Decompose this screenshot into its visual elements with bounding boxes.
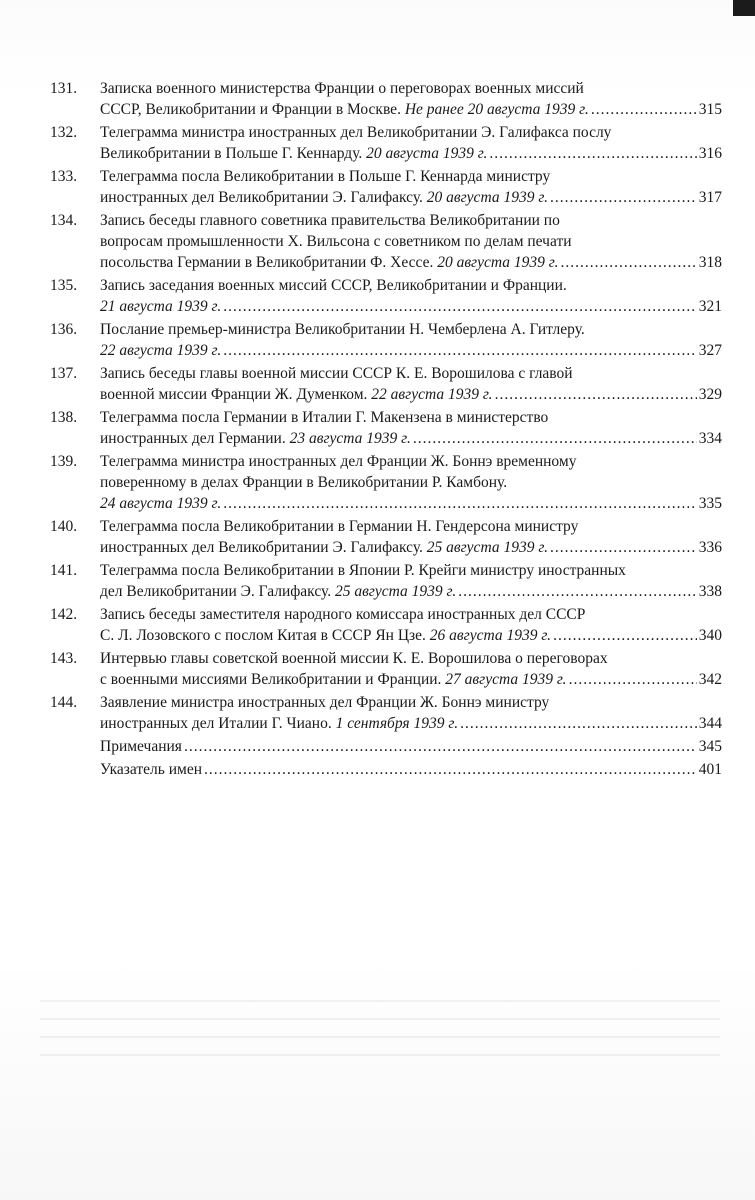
entry-title-line: Телеграмма посла Великобритании в Польше Г. Кеннарда министру [100,168,551,185]
bleed-through-text [40,1000,720,1070]
dot-leader [204,759,697,780]
entry-body [100,648,722,690]
entry-number: 139. [50,453,78,470]
entry-title-tail: С. Л. Лозовского с послом Китая в СССР Ян Цзе. [100,627,426,644]
dot-leader [458,581,697,602]
entry-body [100,407,722,449]
entry-date: 1 сентября 1939 г. [335,715,459,732]
entry-last-line [100,187,722,208]
toc-entry[interactable] [50,451,722,514]
entry-body [100,122,722,164]
toc-entry[interactable] [50,516,722,558]
entry-title-end [100,296,221,317]
entry-title-end [100,713,458,734]
page-number: 335 [698,495,722,512]
entry-title-end [100,428,411,449]
dot-leader [550,537,697,558]
page-number: 342 [698,671,722,688]
entry-last-line [100,759,722,780]
dot-leader [413,428,697,449]
entry-last-line [100,493,722,514]
toc-entry[interactable] [50,166,722,208]
entry-number: 140. [50,518,78,535]
entry-title-line: Интервью главы советской военной миссии К. Е. Ворошилова о переговорах [100,650,608,667]
toc-entry[interactable] [50,78,722,120]
entry-title-line: Записка военного министерства Франции о переговорах военных миссий [100,80,584,97]
entry-title-tail: с военными миссиями Великобритании и Франции. [100,671,442,688]
entry-body [100,516,722,558]
entry-last-line [100,296,722,317]
entry-title-tail: иностранных дел Италии Г. Чиано. [100,715,332,732]
entry-date: 23 августа 1939 г. [289,430,411,447]
entry-date: 22 августа 1939 г. [371,386,493,403]
entry-number: 138. [50,409,78,426]
entry-last-line [100,428,722,449]
dot-leader [460,713,697,734]
toc-entry[interactable] [50,604,722,646]
table-of-contents [50,78,722,782]
entry-last-line [100,143,722,164]
entry-number: 135. [50,277,78,294]
entry-number: 137. [50,365,78,382]
toc-entry[interactable] [50,692,722,734]
page-number: 345 [698,738,722,755]
entry-title-end [100,625,551,646]
entry-number: 133. [50,168,78,185]
dot-leader [489,143,696,164]
entry-title-line: Запись беседы заместителя народного комиссара иностранных дел СССР [100,606,586,623]
entry-title-line: вопросам промышленности Х. Вильсона с советником по делам печати [100,233,572,250]
entry-title-line: Телеграмма посла Великобритании в Японии Р. Крейги министру иностранных [100,562,626,579]
toc-entry[interactable] [50,210,722,273]
entry-title-end [100,384,493,405]
toc-entry[interactable] [50,407,722,449]
dot-leader [591,99,697,120]
entry-title-end [100,252,558,273]
extra-label: Примечания [100,738,182,755]
scan-edge-mark [733,0,755,16]
entry-body [100,736,722,757]
page-number: 334 [698,430,722,447]
entry-body [100,759,722,780]
entry-last-line [100,252,722,273]
toc-entry-extra[interactable] [50,736,722,757]
entry-date: 25 августа 1939 г. [334,583,457,600]
entry-date: 26 августа 1939 г. [429,627,552,644]
entry-title-tail: иностранных дел Великобритании Э. Галифаксу. [100,189,423,206]
entry-number: 131. [50,80,78,97]
entry-title-line: Телеграмма министра иностранных дел Франции Ж. Боннэ временному [100,453,577,470]
dot-leader [223,296,696,317]
toc-entry[interactable] [50,648,722,690]
entry-number: 143. [50,650,78,667]
entry-title-line: Телеграмма министра иностранных дел Великобритании Э. Галифакса послу [100,124,612,141]
entry-title-tail: иностранных дел Великобритании Э. Галифаксу. [100,539,423,556]
toc-entry[interactable] [50,275,722,317]
entry-last-line [100,625,722,646]
extra-label: Указатель имен [100,761,202,778]
entry-title-end [100,537,548,558]
toc-entry[interactable] [50,319,722,361]
entry-title-line: Заявление министра иностранных дел Франции Ж. Боннэ министру [100,694,550,711]
page-number: 329 [698,386,722,403]
entry-title-end [100,669,567,690]
entry-title-end [100,340,221,361]
entry-body [100,319,722,361]
entry-title-tail: дел Великобритании Э. Галифаксу. [100,583,332,600]
toc-entry-extra[interactable] [50,759,722,780]
toc-entry[interactable] [50,122,722,164]
dot-leader [184,736,697,757]
entry-title-line: Телеграмма посла Германии в Италии Г. Макензена в министерство [100,409,549,426]
entry-date: 20 августа 1939 г. [437,254,559,271]
entry-title-end [100,143,487,164]
entry-number-empty [50,736,100,757]
entry-date: 20 августа 1939 г. [366,145,488,162]
page-number: 336 [698,539,722,556]
entry-last-line [100,99,722,120]
entry-body [100,560,722,602]
entry-date: 22 августа 1939 г. [100,342,222,359]
entry-number: 144. [50,694,78,711]
page-number: 401 [698,761,722,778]
entry-number: 141. [50,562,78,579]
entry-title-tail: СССР, Великобритании и Франции в Москве. [100,101,401,118]
entry-body [100,604,722,646]
entry-number-empty [50,759,100,780]
entry-title-line: Запись заседания военных миссий СССР, Великобритании и Франции. [100,277,567,294]
dot-leader [495,384,697,405]
entry-last-line [100,340,722,361]
entry-date: 25 августа 1939 г. [426,539,549,556]
dot-leader [569,669,697,690]
page-number: 317 [698,189,722,206]
entry-last-line [100,713,722,734]
entry-number: 132. [50,124,78,141]
page-number: 315 [698,101,722,118]
entry-title-tail: Великобритании в Польше Г. Кеннарду. [100,145,363,162]
entry-number: 136. [50,321,78,338]
entry-body [100,275,722,317]
page-number: 327 [698,342,722,359]
entry-title-tail: иностранных дел Германии. [100,430,286,447]
page-number: 318 [698,254,722,271]
entry-number: 134. [50,212,78,229]
entry-title-end [100,493,221,514]
entry-body [100,363,722,405]
dot-leader [223,493,696,514]
entry-last-line [100,736,722,757]
entry-body [100,692,722,734]
entry-title-line: Запись беседы главного советника правительства Великобритании по [100,212,560,229]
entry-title-end [100,187,548,208]
entry-body [100,78,722,120]
entry-date: Не ранее 20 августа 1939 г. [404,101,589,118]
entry-title-line: Телеграмма посла Великобритании в Германии Н. Гендерсона министру [100,518,579,535]
page-number: 338 [698,583,722,600]
dot-leader [223,340,696,361]
page-number: 321 [698,298,722,315]
entry-last-line [100,537,722,558]
dot-leader [550,187,697,208]
dot-leader [553,625,697,646]
toc-entry[interactable] [50,560,722,602]
entry-last-line [100,581,722,602]
entry-title-tail: военной миссии Франции Ж. Думенком. [100,386,368,403]
entry-last-line [100,669,722,690]
entry-date: 20 августа 1939 г. [426,189,549,206]
entry-last-line [100,384,722,405]
entry-body [100,451,722,514]
entry-date: 21 августа 1939 г. [100,298,222,315]
entry-date: 24 августа 1939 г. [100,495,222,512]
entry-title-line: Запись беседы главы военной миссии СССР К. Е. Ворошилова с главой [100,365,573,382]
page-number: 316 [698,145,722,162]
entry-title-tail: посольства Германии в Великобритании Ф. Хессе. [100,254,434,271]
entry-title-line: Послание премьер-министра Великобритании Н. Чемберлена А. Гитлеру. [100,321,585,338]
entry-number: 142. [50,606,78,623]
entry-title-end [100,581,456,602]
entry-date: 27 августа 1939 г. [445,671,567,688]
entry-body [100,166,722,208]
page-number: 340 [698,627,722,644]
entry-title-end [100,99,589,120]
toc-entry[interactable] [50,363,722,405]
entry-title-line: поверенному в делах Франции в Великобритании Р. Камбону. [100,474,508,491]
dot-leader [560,252,696,273]
entry-body [100,210,722,273]
page-number: 344 [698,715,722,732]
